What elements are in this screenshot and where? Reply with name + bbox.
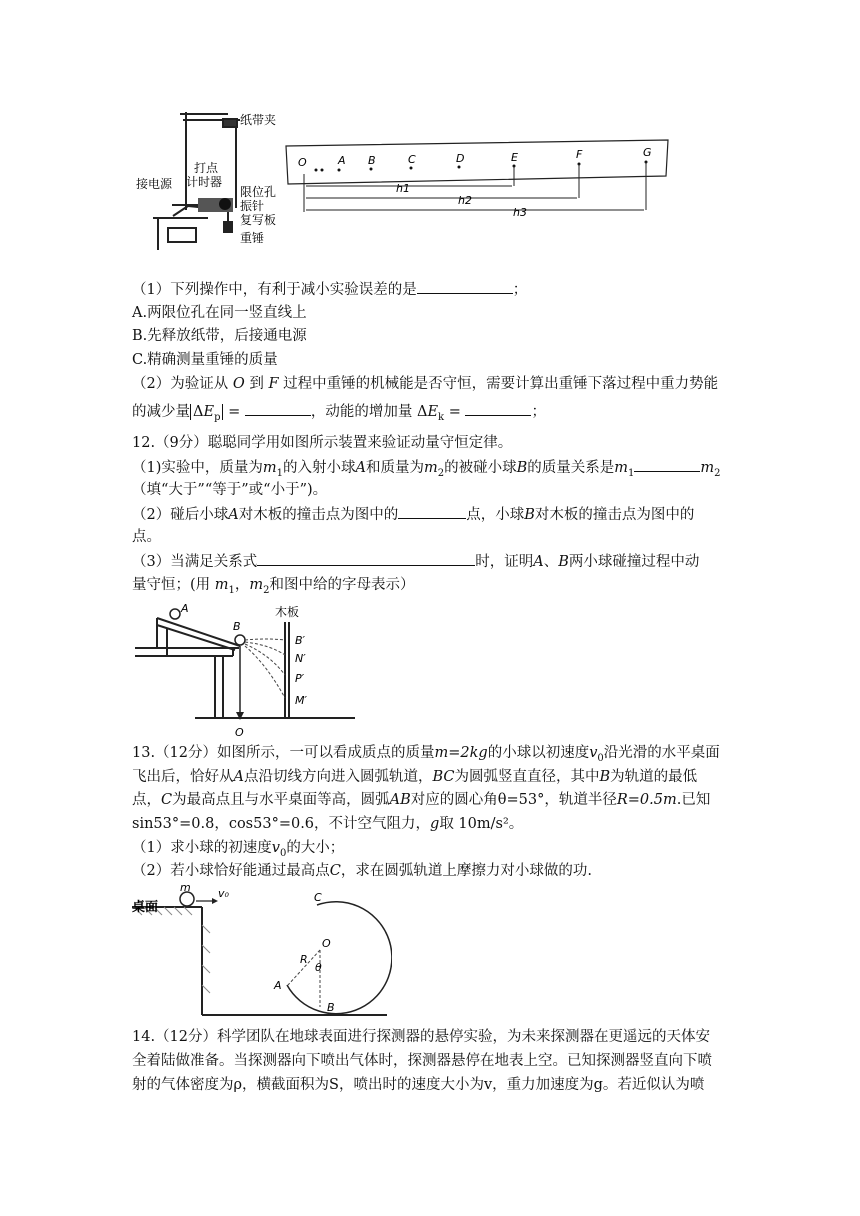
label-point-b: B′ <box>295 634 306 647</box>
figure-momentum-apparatus <box>135 600 365 740</box>
q11-part2-line1: （2）为验证从 O 到 F 过程中重锤的机械能是否守恒，需要计算出重锤下落过程中重力势能 <box>132 376 719 392</box>
label-point-b: B <box>327 1001 335 1014</box>
q11-option-c: C.精确测量重锤的质量 <box>132 352 278 368</box>
label-point-p: P′ <box>295 672 305 685</box>
q11-blank1[interactable] <box>417 279 513 294</box>
label-point-m: M′ <box>295 694 307 707</box>
label-ball-a: A <box>181 602 189 615</box>
q11-part2-line2: 的减少量 $\Delta E_p$ = ，动能的增加量 $\Delta E_k$ = ； <box>132 401 546 428</box>
q13-part1: （1）求小球的初速度$v_0$的大小； <box>132 840 345 859</box>
q13-line4: sin53°=0.8，cos53°=0.6，不计空气阻力，g取 10m/s²。 <box>132 816 524 832</box>
label-point-o: O <box>235 726 244 739</box>
q12-blank2[interactable] <box>398 504 466 519</box>
figure-circular-track <box>132 885 392 1020</box>
q12-part3-line1: （3）当满足关系式 时，证明A、B两小球碰撞过程中动 <box>132 551 699 572</box>
label-hammer: 重锤 <box>240 231 265 245</box>
q12-part2-line1: （2）碰后小球A对木板的撞击点为图中的 点，小球B对木板的撞击点为图中的 <box>132 504 694 525</box>
tape-point-D: D <box>456 152 465 165</box>
label-h2: h2 <box>458 194 472 207</box>
q14-line2: 全着陆做准备。当探测器向下喷出气体时，探测器悬停在地表上空。已知探测器竖直向下喷 <box>132 1053 712 1069</box>
q11-blank-ep[interactable] <box>245 401 311 416</box>
label-h3: h3 <box>513 206 527 219</box>
label-mass: m <box>180 885 191 894</box>
figure-free-fall-apparatus <box>128 100 678 275</box>
q14-line3: 射的气体密度为ρ，横截面积为S，喷出时的速度大小为v，重力加速度为g。若近似认为喷 <box>132 1077 705 1093</box>
q13-part2: （2）若小球恰好能通过最高点C，求在圆弧轨道上摩擦力对小球做的功. <box>132 863 592 879</box>
q13-line1: 13.（12分）如图所示，一可以看成质点的质量m=2kg的小球以初速度$v_0$沿光滑的水平桌面 <box>132 745 720 764</box>
q12-heading: 12.（9分）聪聪同学用如图所示装置来验证动量守恒定律。 <box>132 435 513 451</box>
tape-point-B: B <box>368 154 376 167</box>
q13-line3: 点，C为最高点且与水平桌面等高，圆弧AB对应的圆心角θ=53°，轨道半径R=0.5m.已知 <box>132 792 711 808</box>
q12-part2-line2: 点。 <box>132 529 161 545</box>
q12-part3-line2: 量守恒；(用 $m_1$，$m_2$和图中给的字母表示） <box>132 577 415 596</box>
label-v0: v₀ <box>218 887 229 900</box>
q11-option-b: B.先释放纸带，后接通电源 <box>132 328 307 344</box>
q11-part1: （1）下列操作中，有利于减小实验误差的是 ； <box>132 279 527 300</box>
q12-blank1[interactable] <box>634 457 700 472</box>
tape-point-O: O <box>298 156 307 169</box>
label-point-a: A <box>274 979 282 992</box>
label-point-n: N′ <box>295 652 306 665</box>
label-timer2: 计时器 <box>186 175 223 189</box>
q13-line2: 飞出后，恰好从A点沿切线方向进入圆弧轨道，BC为圆弧竖直直径，其中B为轨道的最低 <box>132 769 698 785</box>
label-center-o: O <box>322 937 331 950</box>
label-carbon: 复写板 <box>240 213 277 227</box>
label-limit-hole: 限位孔 <box>240 185 277 199</box>
tape-point-A: A <box>338 154 346 167</box>
q11-option-a: A.两限位孔在同一竖直线上 <box>132 305 307 321</box>
tape-point-C: C <box>408 153 416 166</box>
label-timer1: 打点 <box>194 161 219 175</box>
tape-point-F: F <box>576 148 583 161</box>
tape-point-E: E <box>511 151 518 164</box>
label-needle: 振针 <box>240 199 265 213</box>
label-h1: h1 <box>396 182 410 195</box>
label-tape-clip: 纸带夹 <box>240 113 277 127</box>
q11-blank-ek[interactable] <box>465 401 531 416</box>
label-c: C <box>314 891 322 904</box>
label-ball-b: B <box>233 620 241 633</box>
q12-part1-line1: （1)实验中，质量为$m_1$的入射小球A和质量为$m_2$的被碰小球B的质量关系是$m_1$ $m_2$ <box>132 457 721 484</box>
tape-point-G: G <box>643 146 652 159</box>
label-radius: R <box>300 953 308 966</box>
label-theta: θ <box>315 961 322 974</box>
label-table: 桌面 <box>132 900 159 915</box>
q12-blank3[interactable] <box>257 551 475 566</box>
label-power: 接电源 <box>136 177 173 191</box>
label-board: 木板 <box>275 605 300 619</box>
q14-line1: 14.（12分）科学团队在地球表面进行探测器的悬停实验，为未来探测器在更遥远的天体安 <box>132 1029 711 1045</box>
q12-part1-line2: （填“大于”“等于”或“小于”)。 <box>132 482 328 498</box>
